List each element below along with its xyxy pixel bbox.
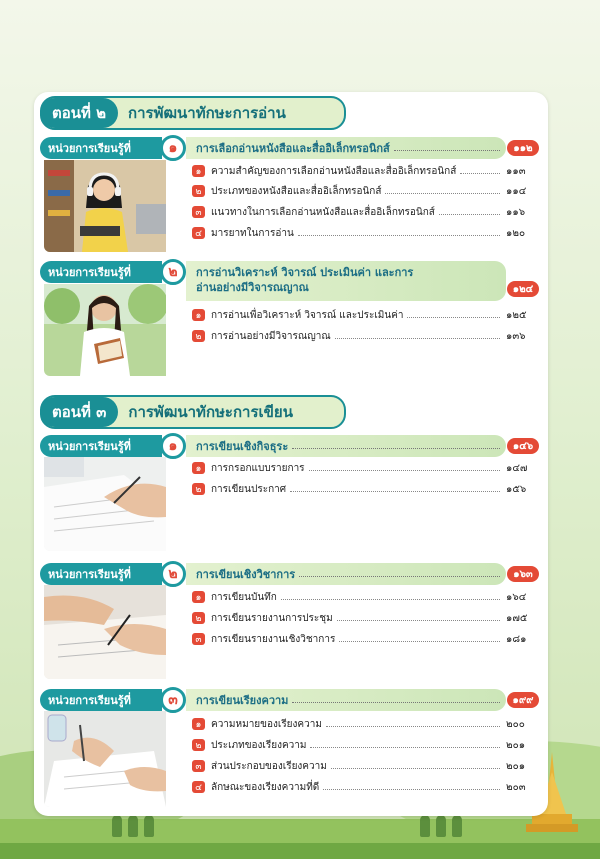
lesson-title: การเขียนบันทึก <box>211 591 277 603</box>
leader-dots <box>309 462 500 471</box>
lesson-title: การอ่านอย่างมีวิจารณญาณ <box>211 330 331 342</box>
leader-dots <box>323 781 500 790</box>
part-badge: ตอนที่ ๒ <box>40 98 118 128</box>
unit-label: หน่วยการเรียนรู้ที่ <box>40 137 162 159</box>
lesson-entry[interactable] <box>192 163 532 179</box>
lesson-page: ๑๒๐ <box>506 227 526 239</box>
tree-icon <box>452 815 462 837</box>
unit-title-link[interactable] <box>186 689 506 711</box>
lesson-entry[interactable] <box>192 225 532 241</box>
tree-icon <box>436 815 446 837</box>
lesson-number: ๑ <box>192 165 205 177</box>
unit-number: ๒ <box>160 561 186 587</box>
leader-dots <box>331 760 500 769</box>
leader-dots <box>385 185 500 194</box>
unit-page-number: ๑๒๔ <box>507 281 539 297</box>
unit-title: การเขียนเชิงวิชาการ <box>196 568 296 581</box>
lesson-number: ๒ <box>192 185 205 197</box>
lesson-number: ๒ <box>192 739 205 751</box>
leader-dots <box>326 718 500 727</box>
leader-dots <box>292 694 500 703</box>
lesson-page: ๑๑๓ <box>506 165 526 177</box>
lesson-page: ๑๗๕ <box>506 612 528 624</box>
unit-number: ๑ <box>160 135 186 161</box>
unit-title: การเขียนเรียงความ <box>196 694 289 707</box>
unit-page-number: ๑๑๒ <box>507 140 539 156</box>
lesson-page: ๑๕๖ <box>506 483 527 495</box>
lesson-page: ๑๓๖ <box>506 330 526 342</box>
part-title: การพัฒนาทักษะการอ่าน <box>128 104 286 122</box>
unit-title-link[interactable] <box>186 435 506 457</box>
part-title: การพัฒนาทักษะการเขียน <box>128 403 293 421</box>
part-badge: ตอนที่ ๓ <box>40 397 118 427</box>
student-reading-photo <box>44 284 166 376</box>
lesson-number: ๔ <box>192 781 205 793</box>
unit-title-link[interactable] <box>186 137 506 159</box>
lesson-page: ๒๐๐ <box>506 718 525 730</box>
lesson-title: การเขียนรายงานเชิงวิชาการ <box>211 633 336 645</box>
lesson-number: ๒ <box>192 483 205 495</box>
leader-dots <box>460 165 500 174</box>
leader-dots <box>394 142 500 151</box>
lesson-page: ๑๑๖ <box>506 206 526 218</box>
unit-title-link[interactable] <box>186 563 506 585</box>
unit-page-number: ๑๙๙ <box>507 692 539 708</box>
lesson-number: ๑ <box>192 591 205 603</box>
lesson-number: ๒ <box>192 612 205 624</box>
leader-dots <box>335 330 500 339</box>
unit-title: การอ่านวิเคราะห์ วิจารณ์ ประเมินค่า และการอ่านอย่างมีวิจารณญาณ <box>196 266 414 294</box>
lesson-title: การอ่านเพื่อวิเคราะห์ วิจารณ์ และประเมินค่า <box>211 309 404 321</box>
lesson-title: การกรอกแบบรายการ <box>211 462 305 474</box>
lesson-number: ๔ <box>192 227 205 239</box>
lesson-page: ๑๖๔ <box>506 591 527 603</box>
lesson-entry[interactable] <box>192 307 532 323</box>
lesson-page: ๑๔๗ <box>506 462 528 474</box>
lesson-page: ๑๘๑ <box>506 633 527 645</box>
tree-icon <box>144 815 154 837</box>
unit-title-link[interactable] <box>186 261 506 301</box>
lesson-entry[interactable] <box>192 481 532 497</box>
unit-page-number: ๑๔๖ <box>507 438 539 454</box>
leader-dots <box>337 612 500 621</box>
lesson-title: ลักษณะของเรียงความที่ดี <box>211 781 320 793</box>
lesson-number: ๓ <box>192 760 205 772</box>
lesson-entry[interactable] <box>192 183 532 199</box>
tree-icon <box>128 815 138 837</box>
unit-number: ๒ <box>160 259 186 285</box>
unit-number: ๑ <box>160 433 186 459</box>
leader-dots <box>407 309 500 318</box>
leader-dots <box>339 633 500 642</box>
lesson-title: ประเภทของหนังสือและสื่ออิเล็กทรอนิกส์ <box>211 185 382 197</box>
lesson-number: ๑ <box>192 718 205 730</box>
tree-icon <box>112 815 122 837</box>
unit-label: หน่วยการเรียนรู้ที่ <box>40 689 162 711</box>
leader-dots <box>298 227 500 236</box>
lesson-page: ๒๐๓ <box>506 781 526 793</box>
lesson-title: ความหมายของเรียงความ <box>211 718 322 730</box>
leader-dots <box>299 568 500 577</box>
part-header-writing <box>40 395 346 429</box>
lesson-page: ๑๒๕ <box>506 309 527 321</box>
leader-dots <box>439 206 500 215</box>
unit-label: หน่วยการเรียนรู้ที่ <box>40 563 162 585</box>
lesson-entry[interactable] <box>192 204 532 220</box>
lesson-title: มารยาทในการอ่าน <box>211 227 294 239</box>
unit-title: การเลือกอ่านหนังสือและสื่ออิเล็กทรอนิกส์ <box>196 142 390 155</box>
lesson-entry[interactable] <box>192 716 532 732</box>
unit-number: ๓ <box>160 687 186 713</box>
leader-dots <box>290 483 500 492</box>
lesson-title: แนวทางในการเลือกอ่านหนังสือและสื่ออิเล็กทรอนิกส์ <box>211 206 435 218</box>
lesson-entry[interactable] <box>192 460 532 476</box>
lesson-page: ๒๐๑ <box>506 739 526 751</box>
lesson-title: ประเภทของเรียงความ <box>211 739 307 751</box>
leader-dots <box>292 440 500 449</box>
lesson-entry[interactable] <box>192 610 532 626</box>
lesson-number: ๒ <box>192 330 205 342</box>
lesson-entry[interactable] <box>192 631 532 647</box>
unit-title: การเขียนเชิงกิจธุระ <box>196 440 289 453</box>
tree-icon <box>420 815 430 837</box>
lesson-page: ๑๑๔ <box>506 185 527 197</box>
hand-writing-notes-photo <box>44 585 166 679</box>
background-ground-strip <box>0 843 600 859</box>
lesson-entry[interactable] <box>192 779 532 795</box>
lesson-page: ๒๐๑ <box>506 760 526 772</box>
lesson-entry[interactable] <box>192 758 532 774</box>
lesson-number: ๑ <box>192 462 205 474</box>
part-header-reading <box>40 96 346 130</box>
lesson-number: ๓ <box>192 206 205 218</box>
lesson-entry[interactable] <box>192 737 532 753</box>
hand-writing-essay-photo <box>44 711 166 807</box>
lesson-title: การเขียนประกาศ <box>211 483 287 495</box>
lesson-title: ส่วนประกอบของเรียงความ <box>211 760 327 772</box>
lesson-entry[interactable] <box>192 328 532 344</box>
leader-dots <box>281 591 500 600</box>
lesson-entry[interactable] <box>192 589 532 605</box>
student-headphones-photo <box>44 160 166 252</box>
unit-page-number: ๑๖๓ <box>507 566 539 582</box>
lesson-number: ๓ <box>192 633 205 645</box>
leader-dots <box>310 739 500 748</box>
unit-label: หน่วยการเรียนรู้ที่ <box>40 261 162 283</box>
hand-writing-form-photo <box>44 457 166 551</box>
lesson-title: ความสำคัญของการเลือกอ่านหนังสือและสื่ออิเล็กทรอนิกส์ <box>211 165 457 177</box>
lesson-title: การเขียนรายงานการประชุม <box>211 612 333 624</box>
unit-label: หน่วยการเรียนรู้ที่ <box>40 435 162 457</box>
lesson-number: ๑ <box>192 309 205 321</box>
